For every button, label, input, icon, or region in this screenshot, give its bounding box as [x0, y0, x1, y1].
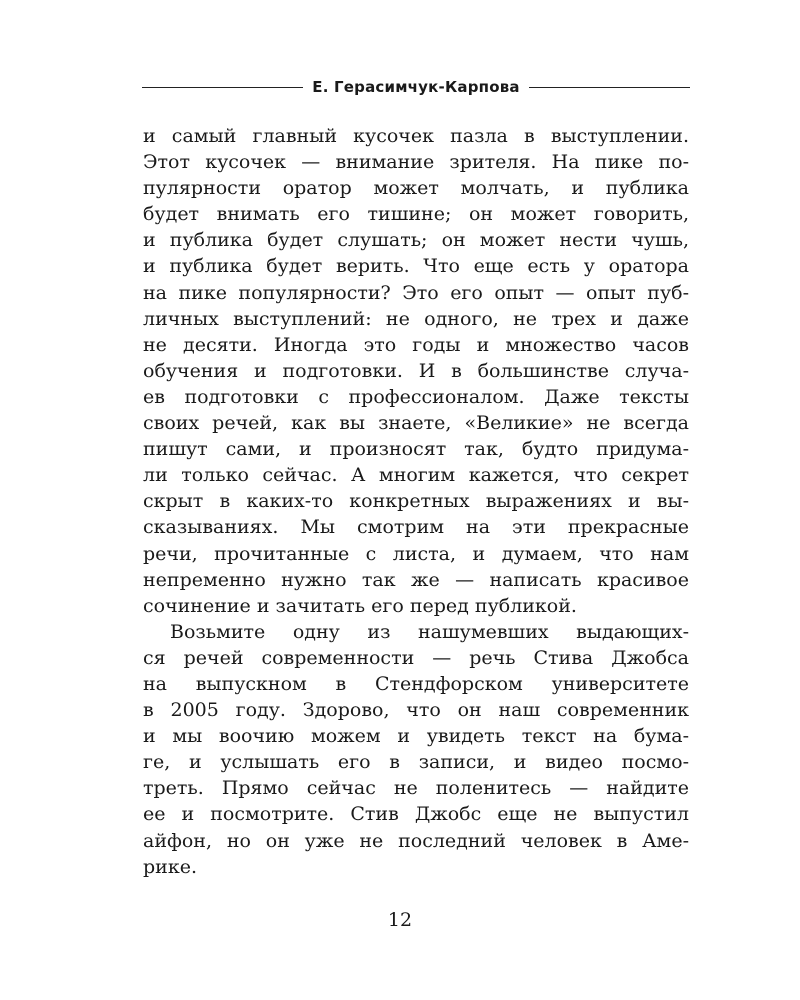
text-line: Этот кусочек — внимание зрителя. На пике по- [143, 151, 689, 174]
header-rule-left [142, 87, 303, 88]
text-line: личных выступлений: не одного, не трех и даже [143, 307, 689, 330]
text-line: будет внимать его тишине; он может говорить, [143, 203, 689, 226]
text-line: на выпускном в Стендфорском университете [143, 672, 689, 695]
text-line: и самый главный кусочек пазла в выступлении. [143, 125, 689, 147]
text-line: ся речей современности — речь Стива Джобса [143, 646, 689, 669]
text-line: скрыт в каких-то конкретных выражениях и вы- [143, 490, 689, 513]
text-line: Возьмите одну из нашумевших выдающих- [170, 620, 689, 643]
text-line: в 2005 году. Здорово, что он наш современник [143, 699, 689, 722]
author-name: Е. Герасимчук-Карпова [312, 78, 520, 96]
text-line: не десяти. Иногда это годы и множество часов [143, 333, 689, 356]
body-text [143, 123, 689, 880]
text-line: непременно нужно так же — написать красивое [143, 568, 689, 591]
text-line: речи, прочитанные с листа, и думаем, что нам [143, 542, 689, 565]
text-line: ге, и услышать его в записи, и видео посмо- [143, 751, 689, 774]
text-line: ли только сейчас. А многим кажется, что секрет [143, 464, 689, 487]
text-line: ев подготовки с профессионалом. Даже тексты [143, 385, 689, 408]
running-header [142, 76, 690, 98]
text-line: ее и посмотрите. Стив Джобс еще не выпустил [143, 803, 689, 826]
text-line: и мы воочию можем и увидеть текст на бума- [143, 725, 689, 748]
text-line: рике. [143, 855, 197, 878]
page-number: 12 [387, 909, 413, 931]
text-line: на пике популярности? Это его опыт — опыт пуб- [143, 281, 689, 304]
text-line: сказываниях. Мы смотрим на эти прекрасные [143, 516, 689, 539]
text-line: своих речей, как вы знаете, «Великие» не всегда [143, 412, 689, 435]
text-line: пулярности оратор может молчать, и публика [143, 177, 689, 200]
text-line: айфон, но он уже не последний человек в Аме- [143, 829, 689, 852]
text-line: обучения и подготовки. И в большинстве случа- [143, 359, 689, 382]
header-rule-right [529, 87, 690, 88]
text-line: и публика будет верить. Что еще есть у оратора [143, 255, 689, 278]
text-line: пишут сами, и произносят так, будто придума- [143, 438, 689, 461]
text-line: сочинение и зачитать его перед публикой. [143, 594, 577, 617]
text-line: треть. Прямо сейчас не поленитесь — найдите [143, 777, 689, 800]
text-line: и публика будет слушать; он может нести чушь, [143, 229, 689, 252]
